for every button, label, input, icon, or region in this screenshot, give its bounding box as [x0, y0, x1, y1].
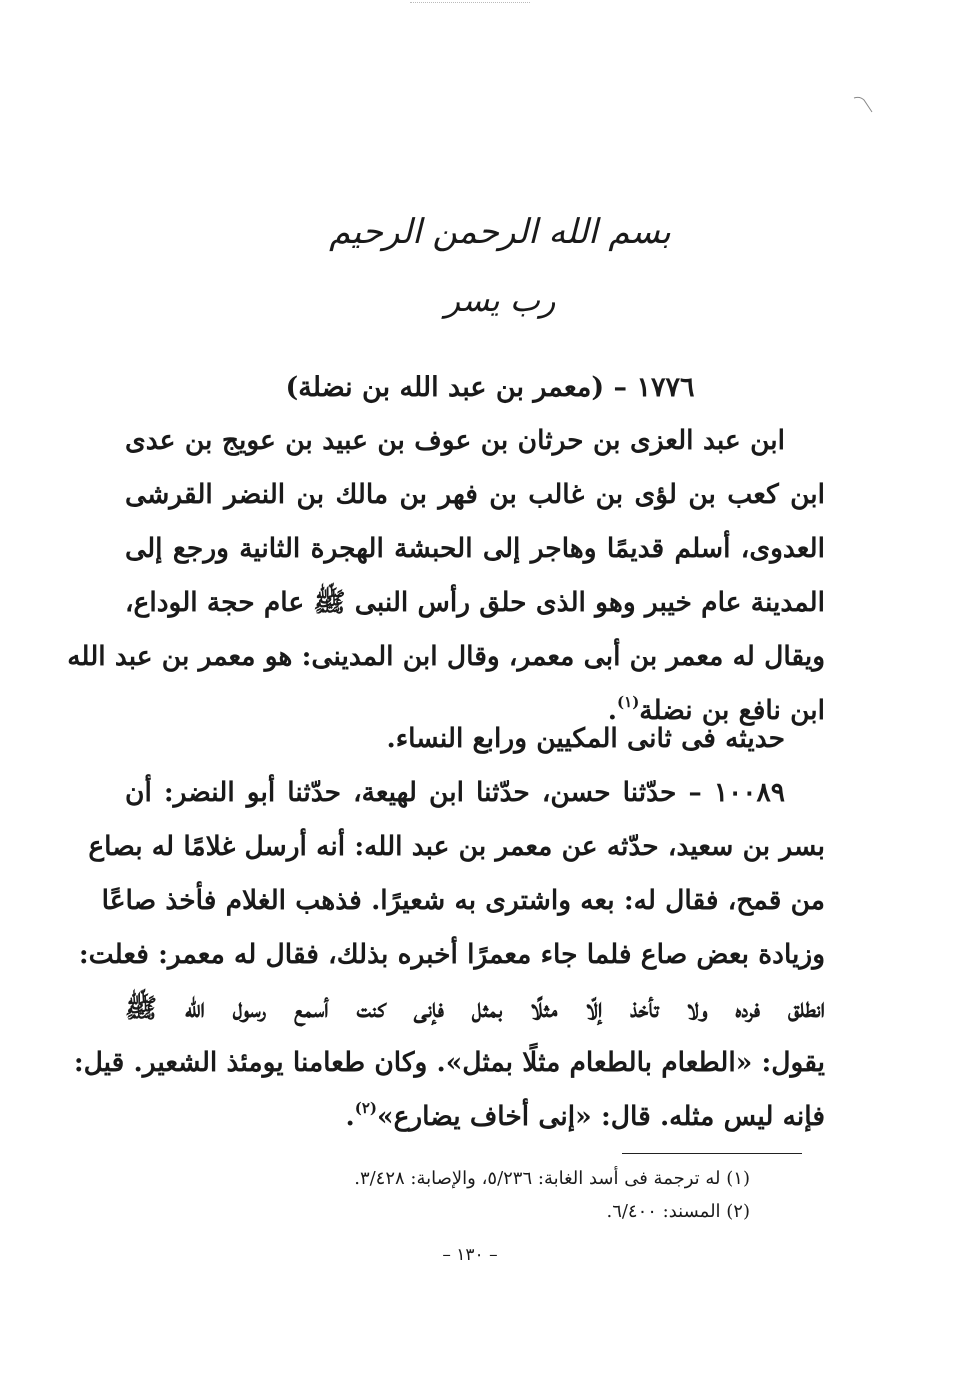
- page-number: – ١٣٠ –: [442, 1245, 498, 1265]
- hadith-line: من قمح، فقال له: بعه واشترى به شعيرًا. فذهب الغلام فأخذ صاعًا: [101, 885, 825, 916]
- sentence-end: .: [345, 1101, 355, 1132]
- footnote-ref: (٢): [354, 1099, 377, 1117]
- biography-paragraph: [67, 414, 825, 738]
- biography-line: المدينة عام خيبر وهو الذى حلق رأس النبى ﷺ عام حجة الوداع،: [125, 587, 825, 618]
- hadith-line: بسر بن سعيد، حدّثه عن معمر بن عبد الله: أنه أرسل غلامًا له بصاع: [88, 831, 825, 862]
- hadith-paragraph: [73, 766, 825, 1144]
- hadith-line: انطلق فرده ولا تأخذ إلّا مثلًا بمثل فإنى كنت أسمع رسول الله ﷺ: [125, 993, 825, 1024]
- biography-line: العدوى، أسلم قديمًا وهاجر إلى الحبشة الهجرة الثانية ورجع إلى: [125, 533, 825, 564]
- hadith-line: وزيادة بعض صاع فلما جاء معمرًا أخبره بذلك، فقال له معمر: فعلت:: [78, 939, 825, 970]
- hadith-line: يقول: «الطعام بالطعام مثلًا بمثل». وكان طعامنا يومئذ الشعير. قيل:: [73, 1047, 825, 1078]
- hadith-line: فإنه ليس مثله. قال: «إنى أخاف يضارع»: [377, 1101, 825, 1132]
- hadith-last-line: [125, 1090, 825, 1144]
- scan-mark: [852, 94, 878, 116]
- footnote-ref: (١): [617, 693, 640, 711]
- footnote: (٢) المسند: ٦/٤٠٠.: [606, 1201, 750, 1222]
- basmala-calligraphy: بسم الله الرحمن الرحيم: [329, 212, 671, 252]
- footnote-divider: [622, 1153, 802, 1154]
- footnote: (١) له ترجمة فى أسد الغابة: ٥/٢٣٦، والإصابة: ٣/٤٢٨.: [354, 1168, 750, 1189]
- entry-heading: ١٧٧٦ – (معمر بن عبد الله بن نضلة): [285, 372, 695, 403]
- biography-line: ويقال له معمر بن أبى معمر، وقال ابن المدينى: هو معمر بن عبد الله: [67, 641, 825, 672]
- biography-line: ابن نافع بن نضلة: [639, 695, 825, 726]
- rabbi-yassir-calligraphy: رب يسر: [444, 281, 556, 319]
- biography-line: ابن عبد العزى بن حرثان بن عوف بن عبيد بن عويج بن عدى: [125, 425, 785, 456]
- hadith-location-paragraph: [125, 712, 825, 766]
- biography-line: ابن كعب بن لؤى بن غالب بن فهر بن مالك بن النضر القرشى: [125, 479, 825, 510]
- scan-speck: [410, 2, 530, 5]
- hadith-line: ١٠٠٨٩ – حدّثنا حسن، حدّثنا ابن لهيعة، حدّثنا أبو النضر: أن: [125, 777, 785, 808]
- sentence-end: .: [607, 695, 618, 726]
- hadith-location: حديثه فى ثانى المكيين ورابع النساء.: [386, 723, 785, 754]
